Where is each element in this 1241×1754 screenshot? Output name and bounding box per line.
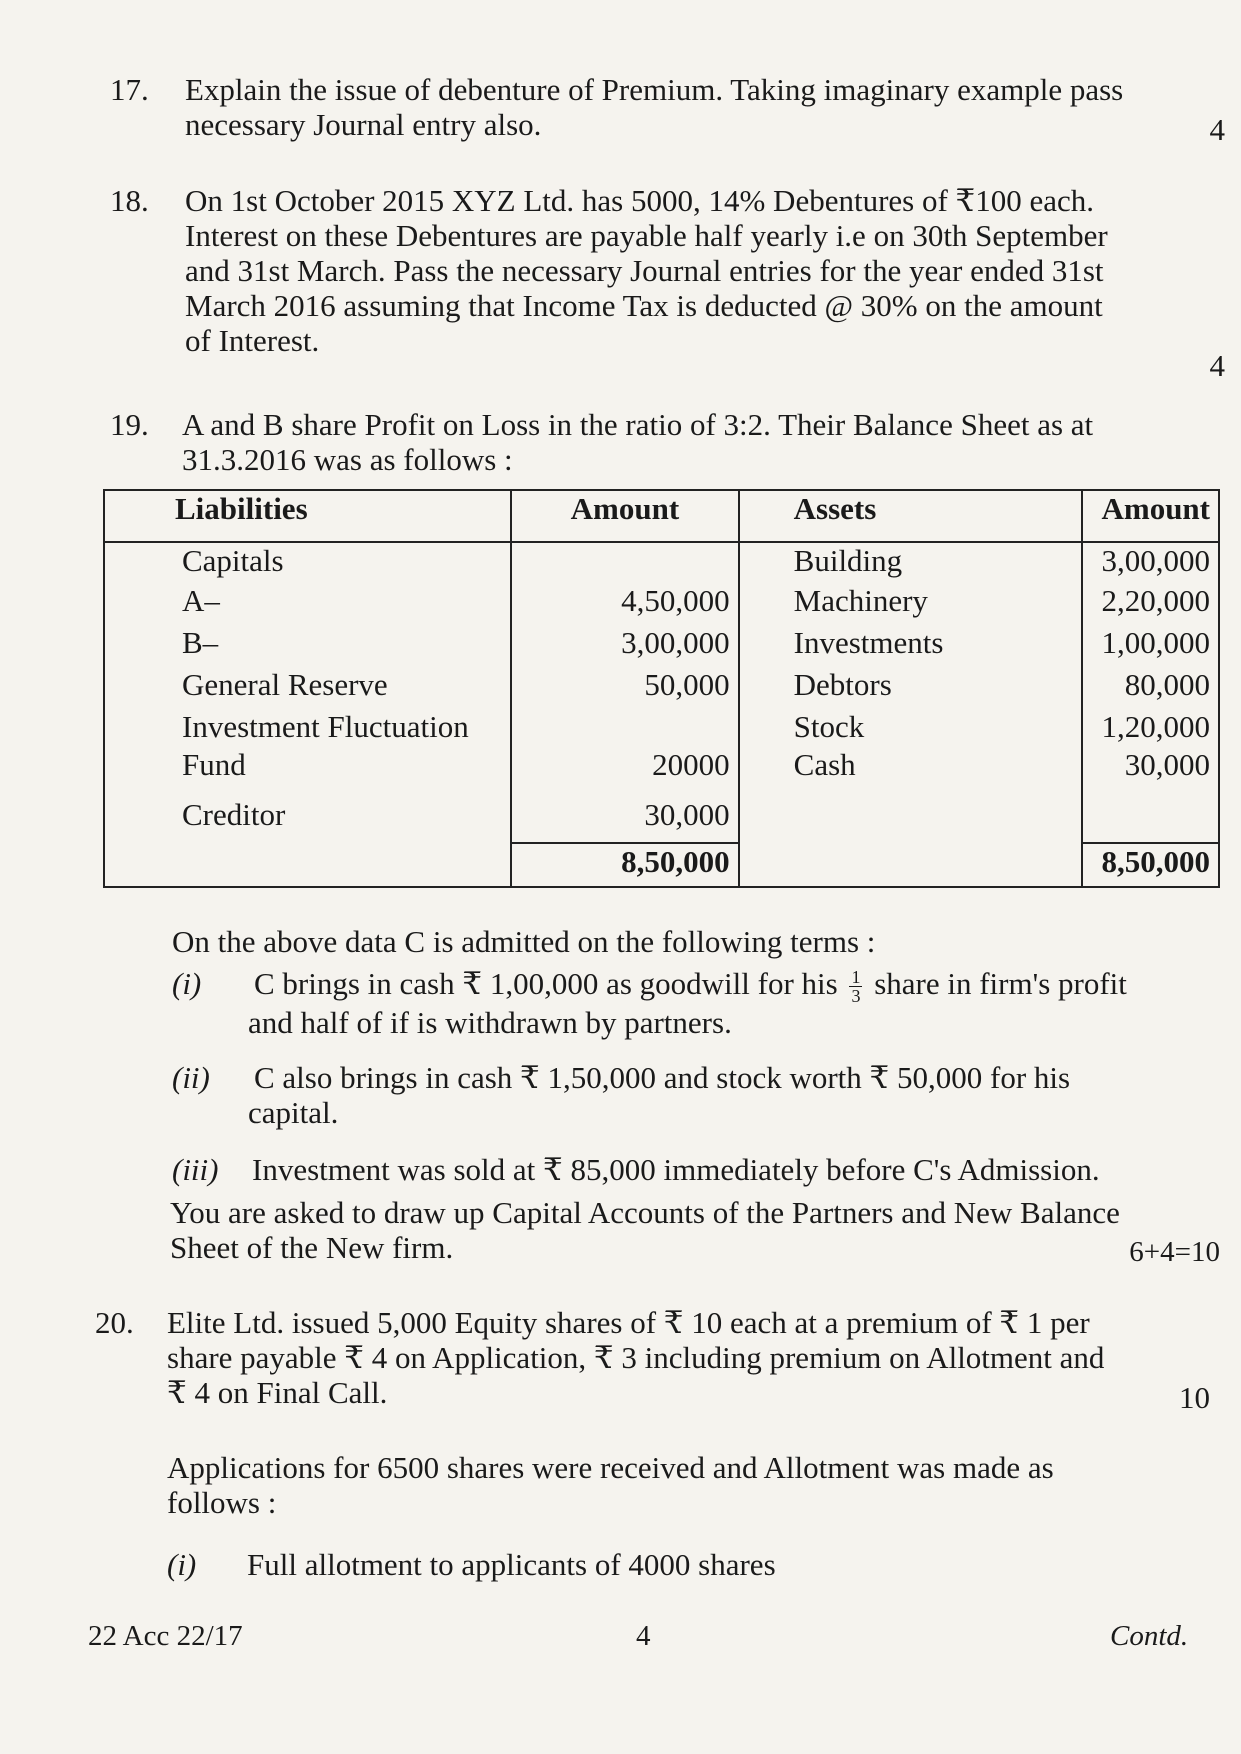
q20-paragraph xyxy=(167,1450,1217,1520)
question-number: 20. xyxy=(95,1305,134,1340)
marks: 4 xyxy=(1209,112,1225,147)
fraction-denominator: 3 xyxy=(851,986,861,1007)
question-line: Elite Ltd. issued 5,000 Equity shares of ₹ 10 each at a premium of ₹ 1 per xyxy=(167,1305,1090,1340)
term-item-iii xyxy=(172,1152,1222,1187)
asset-cell xyxy=(739,787,1082,843)
marks: 4 xyxy=(1209,348,1225,383)
term-text: Investment was sold at ₹ 85,000 immediately before C's Admission. xyxy=(252,1152,1100,1187)
liability-cell: B– xyxy=(104,625,511,667)
question-18 xyxy=(110,183,1225,383)
asset-cell: Building xyxy=(739,542,1082,583)
liability-cell: Fund xyxy=(104,747,511,787)
table-row xyxy=(104,542,1219,583)
term-roman: (iii) xyxy=(172,1152,219,1187)
contd-label: Contd. xyxy=(1110,1620,1189,1652)
question-line: and 31st March. Pass the necessary Journal entries for the year ended 31st xyxy=(185,253,1104,288)
term-text: C brings in cash ₹ 1,00,000 as goodwill for his xyxy=(254,966,838,1001)
question-line: Interest on these Debentures are payable half yearly i.e on 30th September xyxy=(185,218,1108,253)
marks: 6+4=10 xyxy=(1129,1236,1220,1268)
total-label-blank xyxy=(104,843,511,887)
amount-cell: 2,20,000 xyxy=(1082,583,1219,625)
question-line: of Interest. xyxy=(185,323,320,358)
q20-item-i xyxy=(167,1547,1217,1582)
liability-cell: Capitals xyxy=(104,542,511,583)
amount-cell: 50,000 xyxy=(511,667,739,709)
liability-cell: A– xyxy=(104,583,511,625)
table-row xyxy=(104,747,1219,787)
amount-cell: 80,000 xyxy=(1082,667,1219,709)
header-assets: Assets xyxy=(739,490,1082,542)
amount-cell xyxy=(511,542,739,583)
table-row xyxy=(104,583,1219,625)
balance-sheet-table xyxy=(103,489,1220,888)
terms-intro: On the above data C is admitted on the following terms : xyxy=(172,924,876,959)
amount-cell: 1,00,000 xyxy=(1082,625,1219,667)
term-text: C also brings in cash ₹ 1,50,000 and stock worth ₹ 50,000 for his xyxy=(254,1060,1071,1095)
paragraph-line: follows : xyxy=(167,1485,277,1520)
term-roman: (i) xyxy=(167,1547,197,1582)
total-label-blank xyxy=(739,843,1082,887)
question-19 xyxy=(110,407,1225,477)
question-line: March 2016 assuming that Income Tax is deducted @ 30% on the amount xyxy=(185,288,1103,323)
closing-line: Sheet of the New firm. xyxy=(170,1230,454,1265)
liability-cell: Investment Fluctuation xyxy=(104,709,511,747)
amount-cell xyxy=(1082,787,1219,843)
question-17 xyxy=(110,72,1225,147)
term-roman: (ii) xyxy=(172,1060,210,1095)
total-liabilities: 8,50,000 xyxy=(511,843,739,887)
fraction-numerator: 1 xyxy=(851,967,861,988)
header-liabilities: Liabilities xyxy=(104,490,511,542)
question-line: 31.3.2016 was as follows : xyxy=(182,442,513,477)
term-text: capital. xyxy=(248,1095,339,1130)
asset-cell: Investments xyxy=(739,625,1082,667)
amount-cell: 4,50,000 xyxy=(511,583,739,625)
question-number: 18. xyxy=(110,183,149,218)
term-item-ii xyxy=(172,1060,1222,1130)
liability-cell: General Reserve xyxy=(104,667,511,709)
term-text: and half of if is withdrawn by partners. xyxy=(248,1005,732,1041)
asset-cell: Machinery xyxy=(739,583,1082,625)
marks: 10 xyxy=(1179,1380,1210,1415)
question-number: 19. xyxy=(110,407,149,442)
question-line: A and B share Profit on Loss in the ratio of 3:2. Their Balance Sheet as at xyxy=(182,407,1094,442)
header-amount: Amount xyxy=(511,490,739,542)
question-line: share payable ₹ 4 on Application, ₹ 3 including premium on Allotment and xyxy=(167,1340,1105,1375)
amount-cell: 30,000 xyxy=(1082,747,1219,787)
question-20 xyxy=(95,1305,1210,1415)
amount-cell xyxy=(511,709,739,747)
paragraph-line: Applications for 6500 shares were received and Allotment was made as xyxy=(167,1450,1054,1485)
page-number: 4 xyxy=(636,1620,651,1652)
amount-cell: 20000 xyxy=(511,747,739,787)
question-number: 17. xyxy=(110,72,149,107)
fraction xyxy=(849,968,862,1005)
asset-cell: Debtors xyxy=(739,667,1082,709)
table-header-row xyxy=(104,490,1219,542)
term-roman: (i) xyxy=(172,966,202,1001)
total-row xyxy=(104,843,1219,887)
table-row xyxy=(104,667,1219,709)
question-line: Explain the issue of debenture of Premium. Taking imaginary example pass xyxy=(185,72,1124,107)
asset-cell: Cash xyxy=(739,747,1082,787)
amount-cell: 1,20,000 xyxy=(1082,709,1219,747)
q19-closing xyxy=(170,1195,1220,1268)
question-line: ₹ 4 on Final Call. xyxy=(167,1375,388,1410)
term-text: share in firm's profit xyxy=(874,966,1127,1001)
closing-line: You are asked to draw up Capital Accounts of the Partners and New Balance xyxy=(170,1195,1120,1230)
table-row xyxy=(104,625,1219,667)
term-item-i xyxy=(172,966,1222,1040)
liability-cell: Creditor xyxy=(104,787,511,843)
total-assets: 8,50,000 xyxy=(1082,843,1219,887)
table-row xyxy=(104,709,1219,747)
table-row xyxy=(104,787,1219,843)
amount-cell: 3,00,000 xyxy=(511,625,739,667)
amount-cell: 3,00,000 xyxy=(1082,542,1219,583)
question-line: necessary Journal entry also. xyxy=(185,107,542,142)
question-line: On 1st October 2015 XYZ Ltd. has 5000, 14% Debentures of ₹100 each. xyxy=(185,183,1095,218)
header-amount: Amount xyxy=(1082,490,1219,542)
amount-cell: 30,000 xyxy=(511,787,739,843)
paper-code: 22 Acc 22/17 xyxy=(88,1620,243,1652)
term-text: Full allotment to applicants of 4000 shares xyxy=(247,1547,776,1582)
asset-cell: Stock xyxy=(739,709,1082,747)
